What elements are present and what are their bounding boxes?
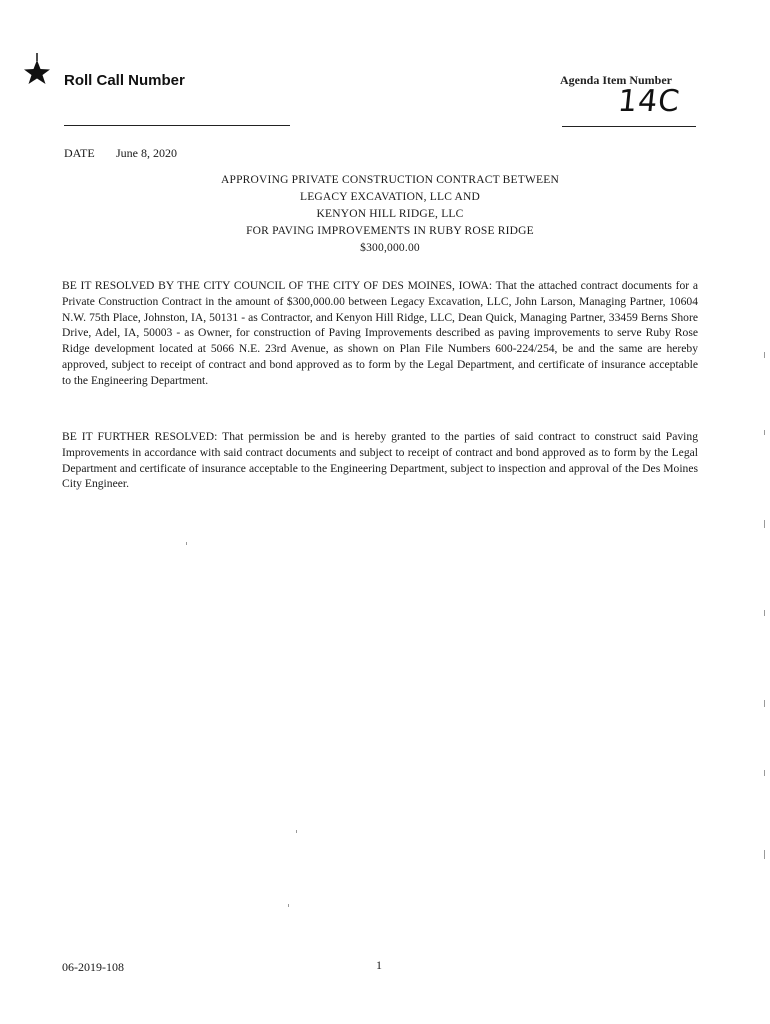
resolution-title bbox=[120, 172, 660, 257]
scan-speck bbox=[764, 850, 765, 859]
title-line: FOR PAVING IMPROVEMENTS IN RUBY ROSE RIDGE bbox=[246, 225, 534, 237]
star-icon bbox=[22, 52, 52, 86]
page-number: 1 bbox=[376, 958, 382, 972]
title-amount: $300,000.00 bbox=[360, 242, 420, 254]
scan-speck bbox=[764, 430, 765, 435]
scan-speck bbox=[296, 830, 297, 833]
date-row bbox=[64, 146, 177, 161]
scan-speck bbox=[764, 700, 765, 707]
agenda-item-underline bbox=[562, 126, 696, 127]
agenda-item-number: 14C bbox=[616, 84, 682, 119]
scan-speck bbox=[764, 352, 765, 358]
roll-call-underline bbox=[64, 125, 290, 126]
title-line: APPROVING PRIVATE CONSTRUCTION CONTRACT BETWEEN bbox=[220, 174, 560, 186]
roll-call-label: Roll Call Number bbox=[64, 72, 185, 89]
scan-speck bbox=[764, 770, 765, 776]
date-label: DATE bbox=[64, 146, 95, 160]
scan-speck bbox=[186, 542, 187, 545]
resolution-paragraph: BE IT RESOLVED BY THE CITY COUNCIL OF THE CITY OF DES MOINES, IOWA: That the attached contract documents for a Private Construction Contract in the amount of $300,000.00 between Legacy Excavation, LLC, John Larson, Managing Partner, 10604 N.W. 75th Place, Johnston, IA, 50131 - as Contractor, and Kenyon Hill Ridge, LLC, Dean Quick, Managing Partner, 33459 Berns Shore Drive, Adel, IA, 50003 - as Owner, for construction of Paving Improvements described as paving improvements to serve Ruby Rose Ridge development located at 5066 N.E. 23rd Avenue, as shown on Plan File Numbers 600-224/254, be and the same are hereby approved, subject to receipt of contract and bond approved as to form by the Legal Department, and certificate of insurance acceptable to the Engineering Department. bbox=[62, 279, 698, 387]
document-code: 06-2019-108 bbox=[62, 960, 124, 974]
title-line: LEGACY EXCAVATION, LLC AND bbox=[299, 191, 481, 203]
title-line: KENYON HILL RIDGE, LLC bbox=[316, 208, 464, 220]
scan-speck bbox=[764, 610, 765, 616]
further-resolved-paragraph: BE IT FURTHER RESOLVED: That permission be and is hereby granted to the parties of said contract to construct said Paving Improvements in accordance with said contract documents and subject to receipt of contract and bond approved as to form by the Legal Department and certificate of insurance acceptable to the Engineering Department, subject to inspection and approval of the Des Moines City Engineer. bbox=[62, 430, 698, 491]
agenda-item-label: Agenda Item Number bbox=[560, 73, 672, 87]
scan-speck bbox=[288, 904, 289, 907]
date-value: June 8, 2020 bbox=[116, 146, 177, 160]
scan-speck bbox=[764, 520, 765, 528]
